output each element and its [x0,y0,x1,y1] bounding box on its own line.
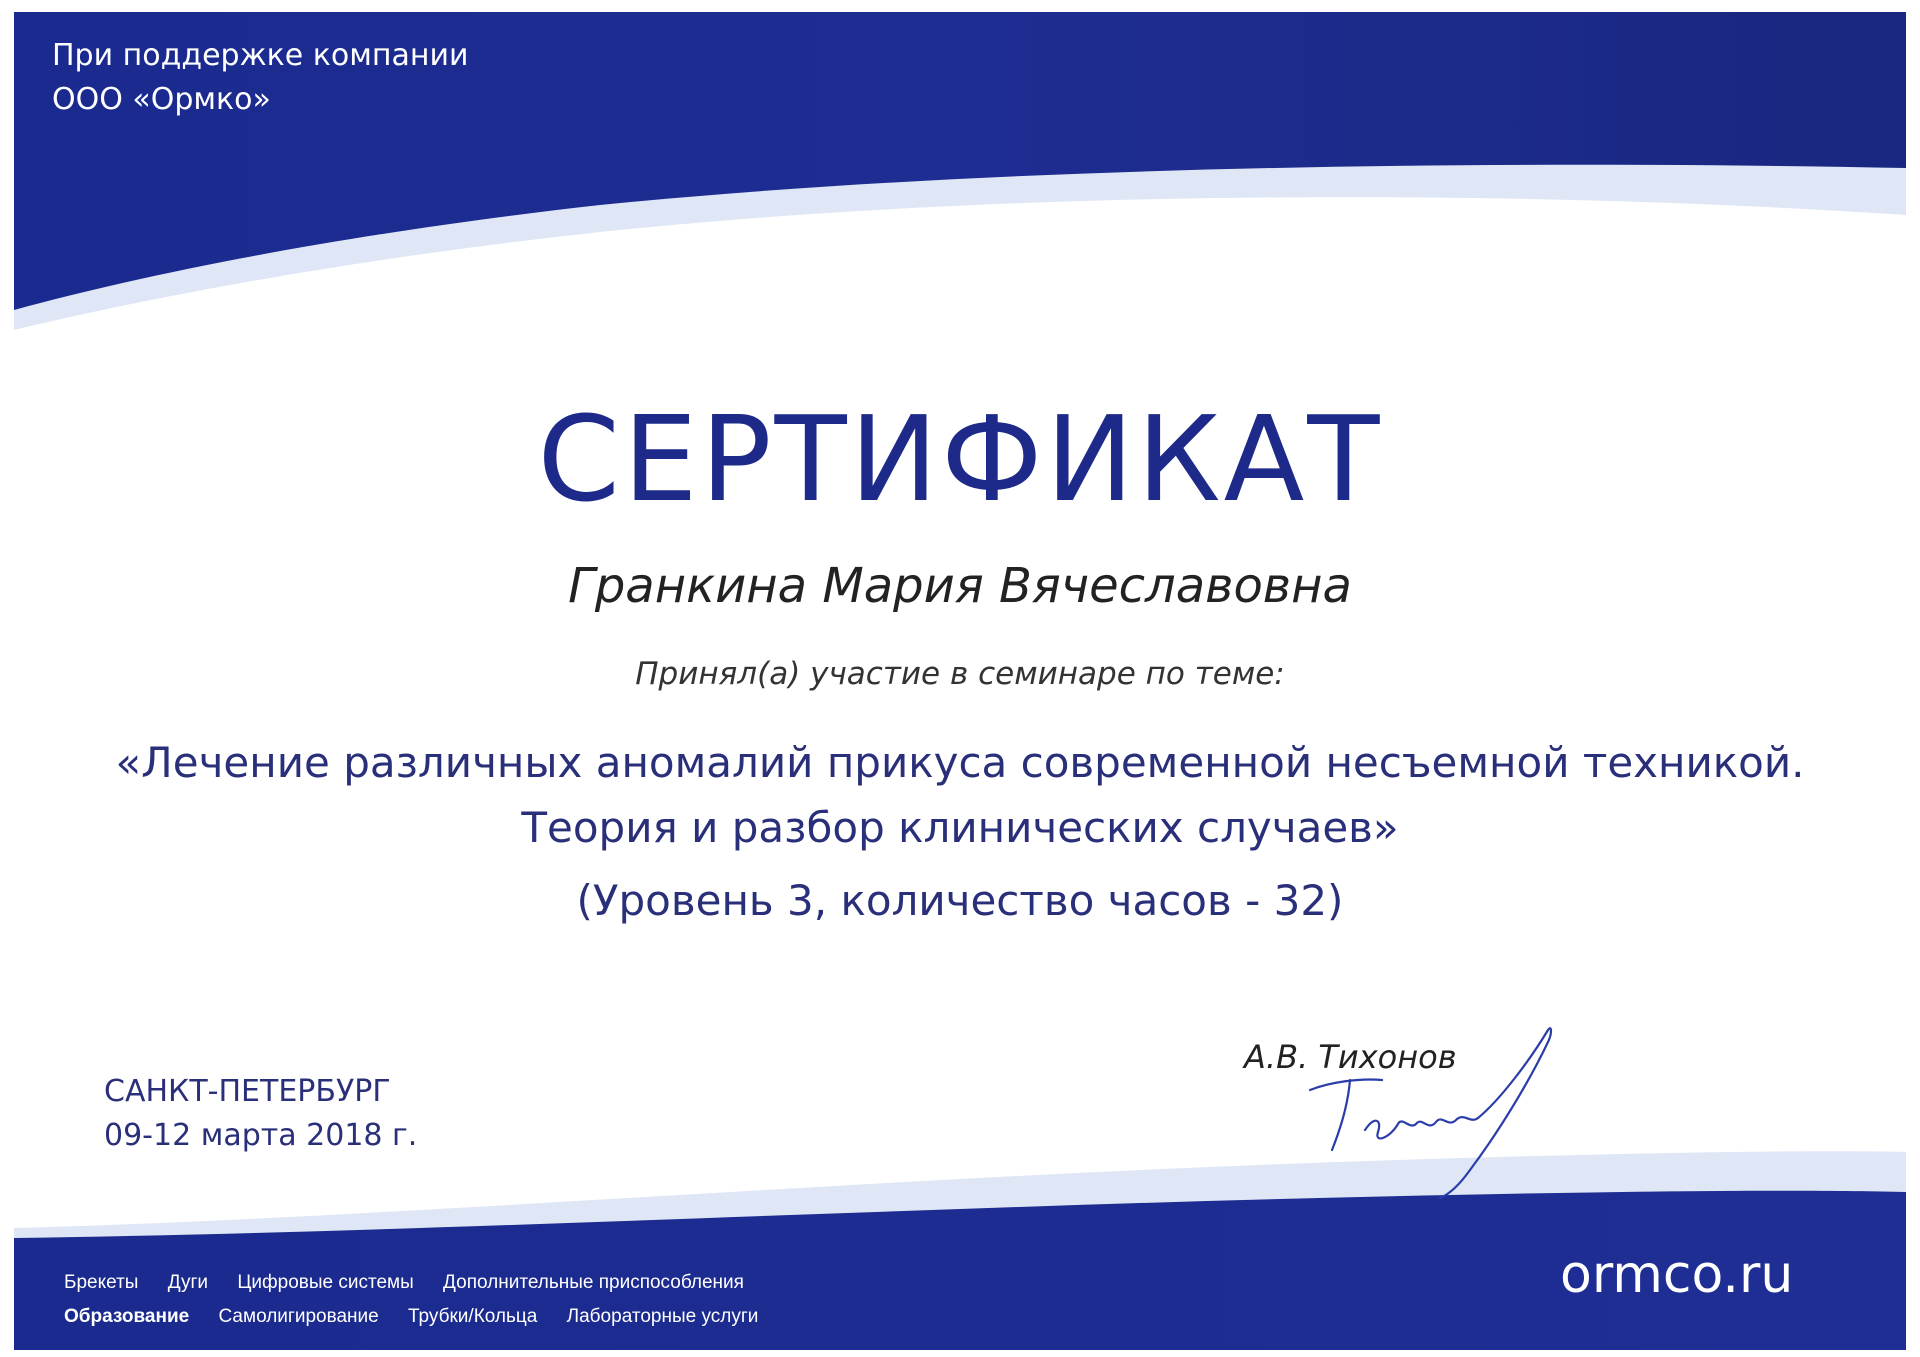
footer-link-digital-systems: Цифровые системы [237,1272,414,1293]
sponsor-line-2: ООО «Ормко» [52,82,271,117]
footer-link-tubes-bands: Трубки/Кольца [408,1306,538,1327]
certificate-title: СЕРТИФИКАТ [537,390,1383,528]
footer-link-accessories: Дополнительные приспособления [443,1272,744,1293]
footer-link-education: Образование [64,1306,190,1327]
footer-link-lab-services: Лабораторные услуги [566,1306,759,1327]
footer-row-2 [64,1300,782,1334]
footer-row-1 [64,1266,782,1300]
footer-links [64,1266,782,1334]
footer-link-archwires: Дуги [167,1272,209,1293]
sponsor-line-1: При поддержке компании [52,38,469,73]
seminar-topic-line-1: «Лечение различных аномалий прикуса современной несъемной техникой. [115,738,1805,787]
website-url: ormco.ru [1560,1245,1794,1305]
participation-statement: Принял(а) участие в семинаре по теме: [635,656,1285,692]
event-date: 09-12 марта 2018 г. [104,1118,418,1153]
recipient-name: Гранкина Мария Вячеславовна [568,558,1352,614]
signer-name: А.В. Тихонов [1244,1038,1457,1076]
handwritten-signature [1290,1020,1580,1200]
footer-link-brackets: Брекеты [64,1272,139,1293]
seminar-topic [0,730,1920,860]
seminar-topic-line-2: Теория и разбор клинических случаев» [521,803,1399,852]
sponsor-block [52,34,468,122]
footer-link-self-ligating: Самолигирование [218,1306,379,1327]
city: САНКТ-ПЕТЕРБУРГ [104,1074,391,1109]
location-block [104,1070,417,1158]
seminar-level: (Уровень 3, количество часов - 32) [576,876,1344,925]
